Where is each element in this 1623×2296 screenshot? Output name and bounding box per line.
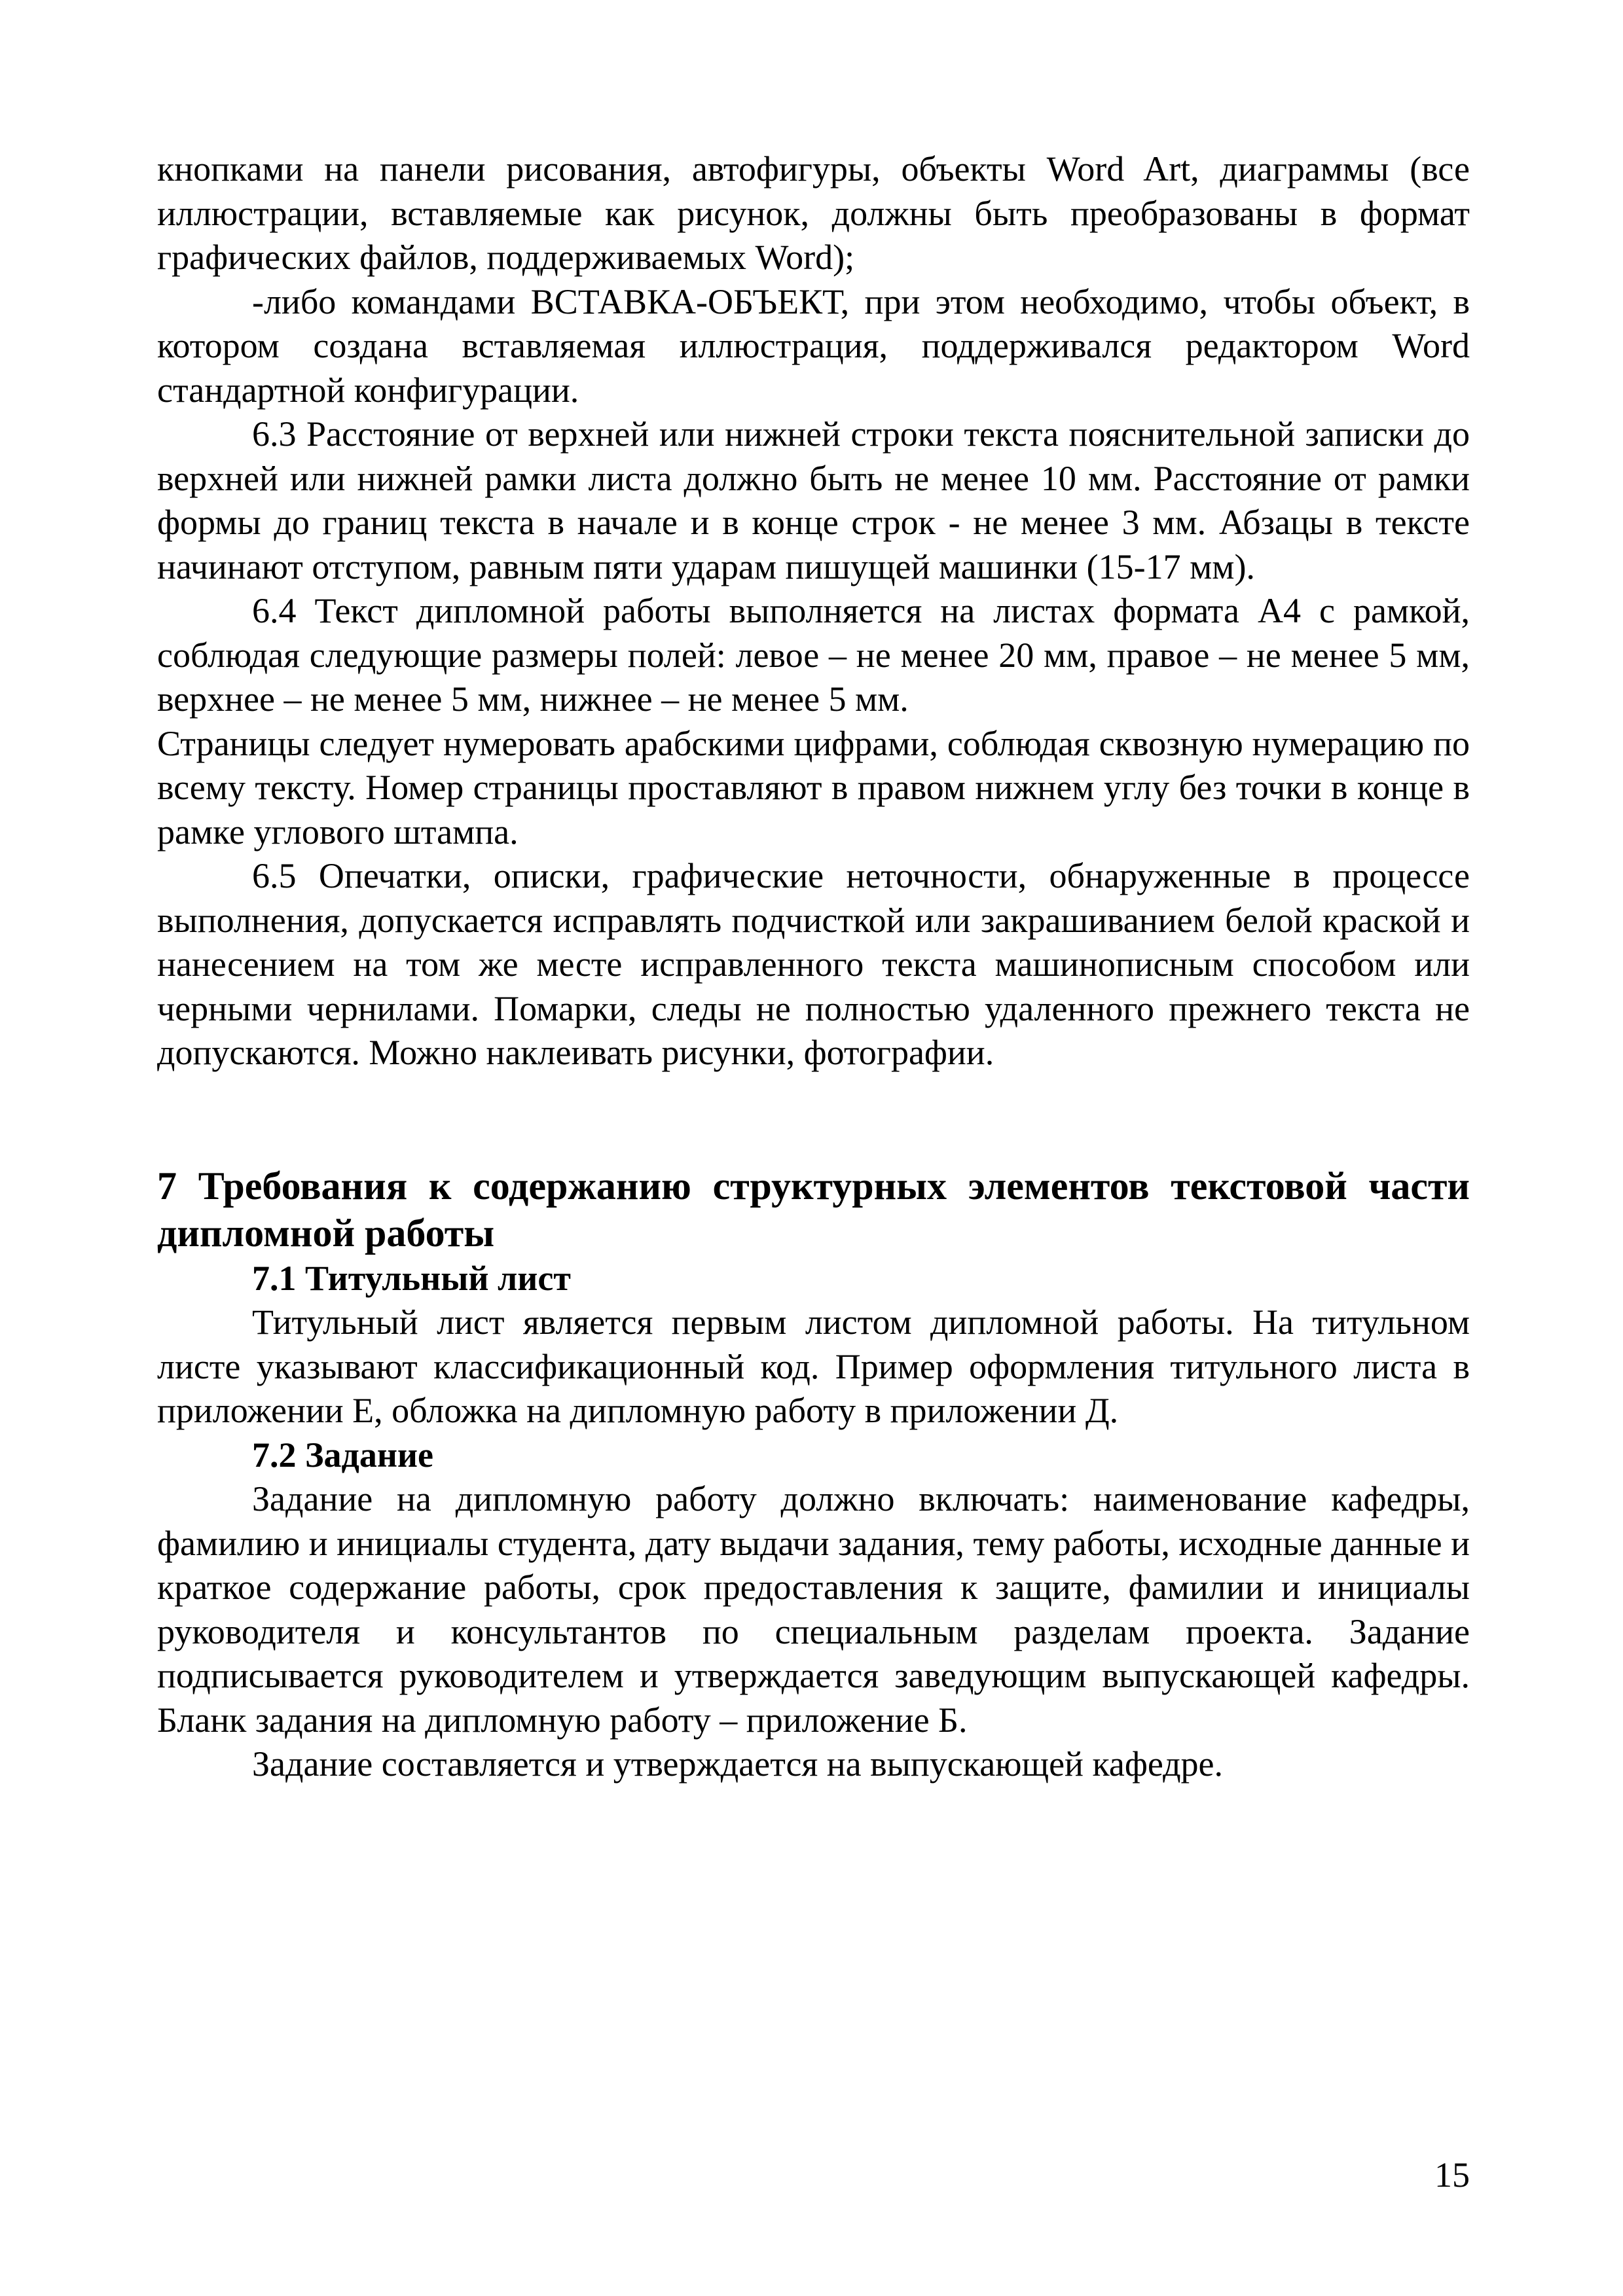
page-number: 15 (1434, 2155, 1470, 2195)
paragraph-insert-object: -либо командами ВСТАВКА-ОБЪЕКТ, при этом необходимо, чтобы объект, в котором создана вставляемая иллюстрация, поддерживался редактором Word стандартной конфигурации. (157, 281, 1470, 410)
chapter-7-heading: 7 Требования к содержанию структурных элементов текстовой части дипломной работы (157, 1164, 1470, 1255)
paragraph-assignment-approval: Задание составляется и утверждается на выпускающей кафедре. (252, 1744, 1224, 1784)
paragraph-assignment-contents: Задание на дипломную работу должно включать: наименование кафедры, фамилию и инициалы студента, дату выдачи задания, тему работы, исходные данные и краткое содержание работы, срок предоставления к защите, фамилии и инициалы руководителя и консультантов по специальным разделам проекта. Задание подписывается руководителем и утверждается заведующим выпускающей кафедры. Бланк задания на дипломную работу – приложение Б. (157, 1479, 1470, 1740)
paragraph-6-3: 6.3 Расстояние от верхней или нижней строки текста пояснительной записки до верхней или нижней рамки листа должно быть не менее 10 мм. Расстояние от рамки формы до границ текста в начале и в конце строк - не менее 3 мм. Абзацы в тексте начинают отступом, равным пяти ударам пишущей машинки (15-17 мм). (157, 414, 1470, 586)
paragraph-drawing-tools: кнопками на панели рисования, автофигуры, объекты Word Art, диаграммы (все иллюстрации, вставляемые как рисунок, должны быть преобразованы в формат графических файлов, поддерживаемых Word); (157, 149, 1470, 277)
paragraph-6-4: 6.4 Текст дипломной работы выполняется на листах формата А4 с рамкой, соблюдая следующие размеры полей: левое – не менее 20 мм, правое – не менее 5 мм, верхнее – не менее 5 мм, нижнее – не менее 5 мм. (157, 591, 1470, 719)
paragraph-title-page: Титульный лист является первым листом дипломной работы. На титульном листе указывают классификационный код. Пример оформления титульного листа в приложении Е, обложка на дипломную работу в приложении Д. (157, 1302, 1470, 1430)
document-page (157, 147, 1470, 1787)
paragraph-page-numbering: Страницы следует нумеровать арабскими цифрами, соблюдая сквозную нумерацию по всему тексту. Номер страницы проставляют в правом нижнем углу без точки в конце в рамке углового штампа. (157, 723, 1470, 852)
section-7-2-heading: 7.2 Задание (252, 1435, 434, 1475)
paragraph-6-5: 6.5 Опечатки, описки, графические неточности, обнаруженные в процессе выполнения, допускается исправлять подчисткой или закрашиванием белой краской и нанесением на том же месте исправленного текста машинописным способом или черными чернилами. Помарки, следы не полностью удаленного прежнего текста не допускаются. Можно наклеивать рисунки, фотографии. (157, 856, 1470, 1072)
section-7-1-heading: 7.1 Титульный лист (252, 1258, 571, 1298)
